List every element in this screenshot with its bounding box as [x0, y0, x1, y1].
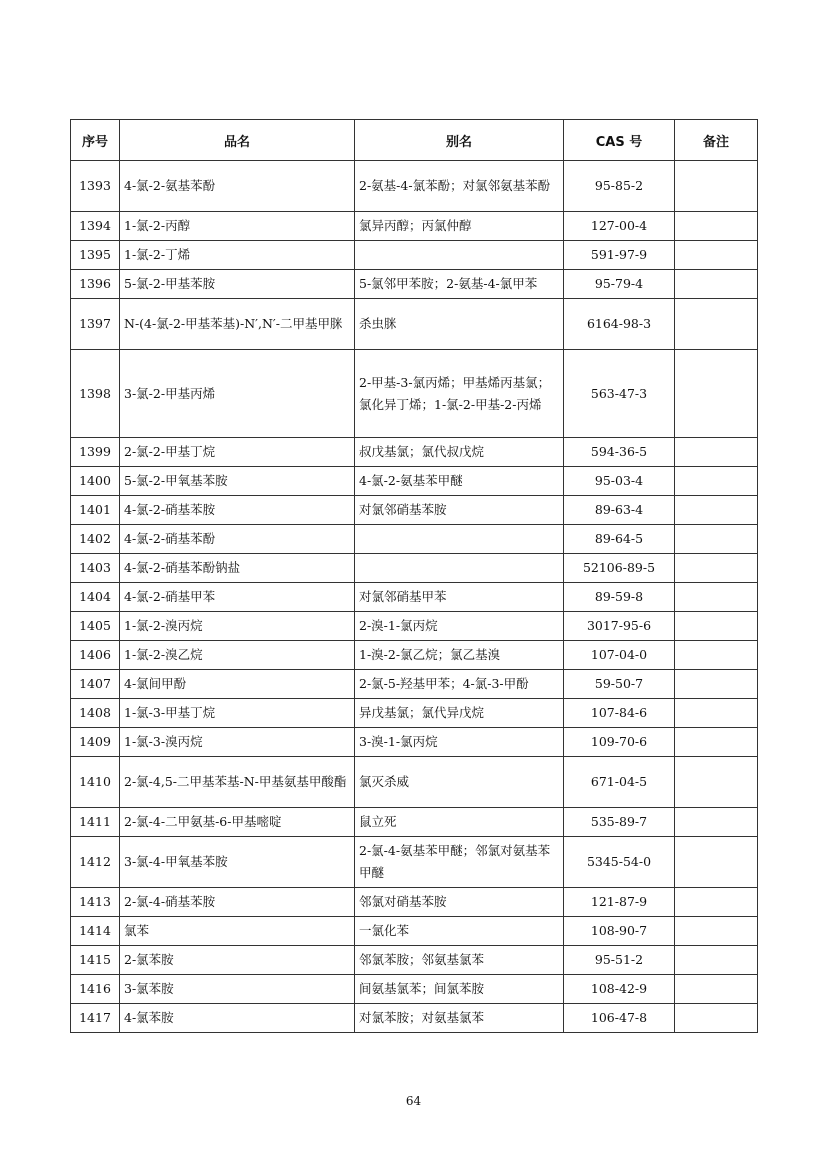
- cell-note: [675, 888, 758, 917]
- cell-alias: 一氯化苯: [355, 917, 564, 946]
- cell-cas: 535-89-7: [564, 808, 675, 837]
- table-row: [71, 554, 758, 583]
- cell-note: [675, 837, 758, 888]
- cell-cas: 671-04-5: [564, 757, 675, 808]
- cell-cas: 6164-98-3: [564, 299, 675, 350]
- cell-note: [675, 525, 758, 554]
- cell-alias: 2-甲基-3-氯丙烯；甲基烯丙基氯；氯化异丁烯；1-氯-2-甲基-2-丙烯: [355, 350, 564, 438]
- cell-alias: [355, 241, 564, 270]
- cell-note: [675, 917, 758, 946]
- header-cas: CAS 号: [564, 120, 675, 161]
- cell-note: [675, 554, 758, 583]
- cell-cas: 594-36-5: [564, 438, 675, 467]
- cell-alias: 叔戊基氯；氯代叔戊烷: [355, 438, 564, 467]
- cell-serial: 1399: [71, 438, 120, 467]
- cell-serial: 1410: [71, 757, 120, 808]
- cell-note: [675, 270, 758, 299]
- cell-name: 3-氯苯胺: [120, 975, 355, 1004]
- cell-alias: 杀虫脒: [355, 299, 564, 350]
- cell-name: 4-氯-2-硝基苯酚: [120, 525, 355, 554]
- chemical-table: [70, 119, 758, 1033]
- cell-note: [675, 946, 758, 975]
- cell-note: [675, 612, 758, 641]
- cell-name: 1-氯-2-丙醇: [120, 212, 355, 241]
- cell-alias: 5-氯邻甲苯胺；2-氨基-4-氯甲苯: [355, 270, 564, 299]
- cell-serial: 1415: [71, 946, 120, 975]
- cell-alias: 异戊基氯；氯代异戊烷: [355, 699, 564, 728]
- cell-cas: 591-97-9: [564, 241, 675, 270]
- cell-serial: 1414: [71, 917, 120, 946]
- table-row: [71, 917, 758, 946]
- cell-cas: 95-03-4: [564, 467, 675, 496]
- table-row: [71, 612, 758, 641]
- cell-alias: 邻氯对硝基苯胺: [355, 888, 564, 917]
- cell-serial: 1398: [71, 350, 120, 438]
- cell-alias: 2-氯-4-氨基苯甲醚；邻氯对氨基苯甲醚: [355, 837, 564, 888]
- table-row: [71, 757, 758, 808]
- cell-name: 2-氯-4-二甲氨基-6-甲基嘧啶: [120, 808, 355, 837]
- cell-name: 3-氯-4-甲氧基苯胺: [120, 837, 355, 888]
- cell-name: 2-氯-4,5-二甲基苯基-N-甲基氨基甲酸酯: [120, 757, 355, 808]
- table-row: [71, 1004, 758, 1033]
- header-alias: 别名: [355, 120, 564, 161]
- cell-name: 2-氯-4-硝基苯胺: [120, 888, 355, 917]
- cell-name: 氯苯: [120, 917, 355, 946]
- cell-cas: 107-04-0: [564, 641, 675, 670]
- table-row: [71, 699, 758, 728]
- cell-name: 2-氯苯胺: [120, 946, 355, 975]
- cell-name: 1-氯-2-溴丙烷: [120, 612, 355, 641]
- cell-alias: 1-溴-2-氯乙烷；氯乙基溴: [355, 641, 564, 670]
- cell-cas: 3017-95-6: [564, 612, 675, 641]
- cell-note: [675, 808, 758, 837]
- header-name: 品名: [120, 120, 355, 161]
- cell-cas: 89-64-5: [564, 525, 675, 554]
- cell-alias: 氯灭杀威: [355, 757, 564, 808]
- cell-alias: 对氯邻硝基甲苯: [355, 583, 564, 612]
- cell-cas: 59-50-7: [564, 670, 675, 699]
- cell-note: [675, 241, 758, 270]
- cell-note: [675, 757, 758, 808]
- cell-note: [675, 438, 758, 467]
- cell-serial: 1401: [71, 496, 120, 525]
- cell-cas: 127-00-4: [564, 212, 675, 241]
- cell-serial: 1405: [71, 612, 120, 641]
- cell-serial: 1409: [71, 728, 120, 757]
- cell-serial: 1393: [71, 161, 120, 212]
- cell-alias: 邻氯苯胺；邻氨基氯苯: [355, 946, 564, 975]
- cell-name: 4-氯间甲酚: [120, 670, 355, 699]
- cell-name: 4-氯-2-氨基苯酚: [120, 161, 355, 212]
- cell-note: [675, 350, 758, 438]
- cell-name: 1-氯-3-甲基丁烷: [120, 699, 355, 728]
- cell-note: [675, 583, 758, 612]
- cell-serial: 1408: [71, 699, 120, 728]
- cell-name: 2-氯-2-甲基丁烷: [120, 438, 355, 467]
- table-header-row: [71, 120, 758, 161]
- cell-cas: 108-90-7: [564, 917, 675, 946]
- cell-serial: 1394: [71, 212, 120, 241]
- cell-alias: 3-溴-1-氯丙烷: [355, 728, 564, 757]
- table-row: [71, 467, 758, 496]
- cell-note: [675, 975, 758, 1004]
- table-row: [71, 525, 758, 554]
- table-row: [71, 888, 758, 917]
- cell-cas: 5345-54-0: [564, 837, 675, 888]
- cell-note: [675, 728, 758, 757]
- cell-note: [675, 496, 758, 525]
- cell-note: [675, 670, 758, 699]
- cell-alias: 间氨基氯苯；间氯苯胺: [355, 975, 564, 1004]
- cell-alias: 2-溴-1-氯丙烷: [355, 612, 564, 641]
- cell-cas: 89-63-4: [564, 496, 675, 525]
- cell-name: N-(4-氯-2-甲基苯基)-N′,N′-二甲基甲脒: [120, 299, 355, 350]
- cell-name: 1-氯-2-丁烯: [120, 241, 355, 270]
- cell-cas: 95-79-4: [564, 270, 675, 299]
- table-row: [71, 837, 758, 888]
- table-row: [71, 299, 758, 350]
- cell-serial: 1402: [71, 525, 120, 554]
- cell-cas: 106-47-8: [564, 1004, 675, 1033]
- table-row: [71, 670, 758, 699]
- cell-name: 4-氯-2-硝基甲苯: [120, 583, 355, 612]
- cell-name: 1-氯-3-溴丙烷: [120, 728, 355, 757]
- header-serial: 序号: [71, 120, 120, 161]
- cell-name: 4-氯-2-硝基苯酚钠盐: [120, 554, 355, 583]
- cell-cas: 52106-89-5: [564, 554, 675, 583]
- table-row: [71, 641, 758, 670]
- table-row: [71, 212, 758, 241]
- cell-note: [675, 212, 758, 241]
- cell-name: 4-氯-2-硝基苯胺: [120, 496, 355, 525]
- page-number: 64: [405, 1094, 422, 1108]
- cell-serial: 1416: [71, 975, 120, 1004]
- cell-serial: 1413: [71, 888, 120, 917]
- table-row: [71, 808, 758, 837]
- cell-note: [675, 467, 758, 496]
- cell-serial: 1395: [71, 241, 120, 270]
- cell-alias: 2-氨基-4-氯苯酚；对氯邻氨基苯酚: [355, 161, 564, 212]
- cell-name: 1-氯-2-溴乙烷: [120, 641, 355, 670]
- table-row: [71, 241, 758, 270]
- cell-cas: 95-51-2: [564, 946, 675, 975]
- cell-serial: 1400: [71, 467, 120, 496]
- cell-name: 5-氯-2-甲基苯胺: [120, 270, 355, 299]
- cell-note: [675, 699, 758, 728]
- cell-name: 5-氯-2-甲氧基苯胺: [120, 467, 355, 496]
- table-row: [71, 728, 758, 757]
- cell-serial: 1396: [71, 270, 120, 299]
- cell-serial: 1406: [71, 641, 120, 670]
- cell-serial: 1412: [71, 837, 120, 888]
- cell-alias: 鼠立死: [355, 808, 564, 837]
- table-row: [71, 270, 758, 299]
- cell-serial: 1417: [71, 1004, 120, 1033]
- cell-alias: 对氯邻硝基苯胺: [355, 496, 564, 525]
- cell-alias: [355, 554, 564, 583]
- table-row: [71, 975, 758, 1004]
- cell-serial: 1397: [71, 299, 120, 350]
- cell-alias: 氯异丙醇；丙氯仲醇: [355, 212, 564, 241]
- cell-name: 4-氯苯胺: [120, 1004, 355, 1033]
- cell-note: [675, 641, 758, 670]
- table-row: [71, 350, 758, 438]
- cell-serial: 1403: [71, 554, 120, 583]
- cell-note: [675, 1004, 758, 1033]
- cell-serial: 1404: [71, 583, 120, 612]
- cell-note: [675, 299, 758, 350]
- cell-cas: 89-59-8: [564, 583, 675, 612]
- table-row: [71, 583, 758, 612]
- cell-cas: 95-85-2: [564, 161, 675, 212]
- cell-alias: 对氯苯胺；对氨基氯苯: [355, 1004, 564, 1033]
- cell-cas: 563-47-3: [564, 350, 675, 438]
- cell-alias: 4-氯-2-氨基苯甲醚: [355, 467, 564, 496]
- table-row: [71, 161, 758, 212]
- table-row: [71, 946, 758, 975]
- cell-serial: 1411: [71, 808, 120, 837]
- cell-name: 3-氯-2-甲基丙烯: [120, 350, 355, 438]
- table-row: [71, 438, 758, 467]
- cell-alias: [355, 525, 564, 554]
- cell-cas: 108-42-9: [564, 975, 675, 1004]
- table-row: [71, 496, 758, 525]
- cell-serial: 1407: [71, 670, 120, 699]
- header-note: 备注: [675, 120, 758, 161]
- cell-cas: 107-84-6: [564, 699, 675, 728]
- cell-note: [675, 161, 758, 212]
- cell-cas: 121-87-9: [564, 888, 675, 917]
- cell-cas: 109-70-6: [564, 728, 675, 757]
- cell-alias: 2-氯-5-羟基甲苯；4-氯-3-甲酚: [355, 670, 564, 699]
